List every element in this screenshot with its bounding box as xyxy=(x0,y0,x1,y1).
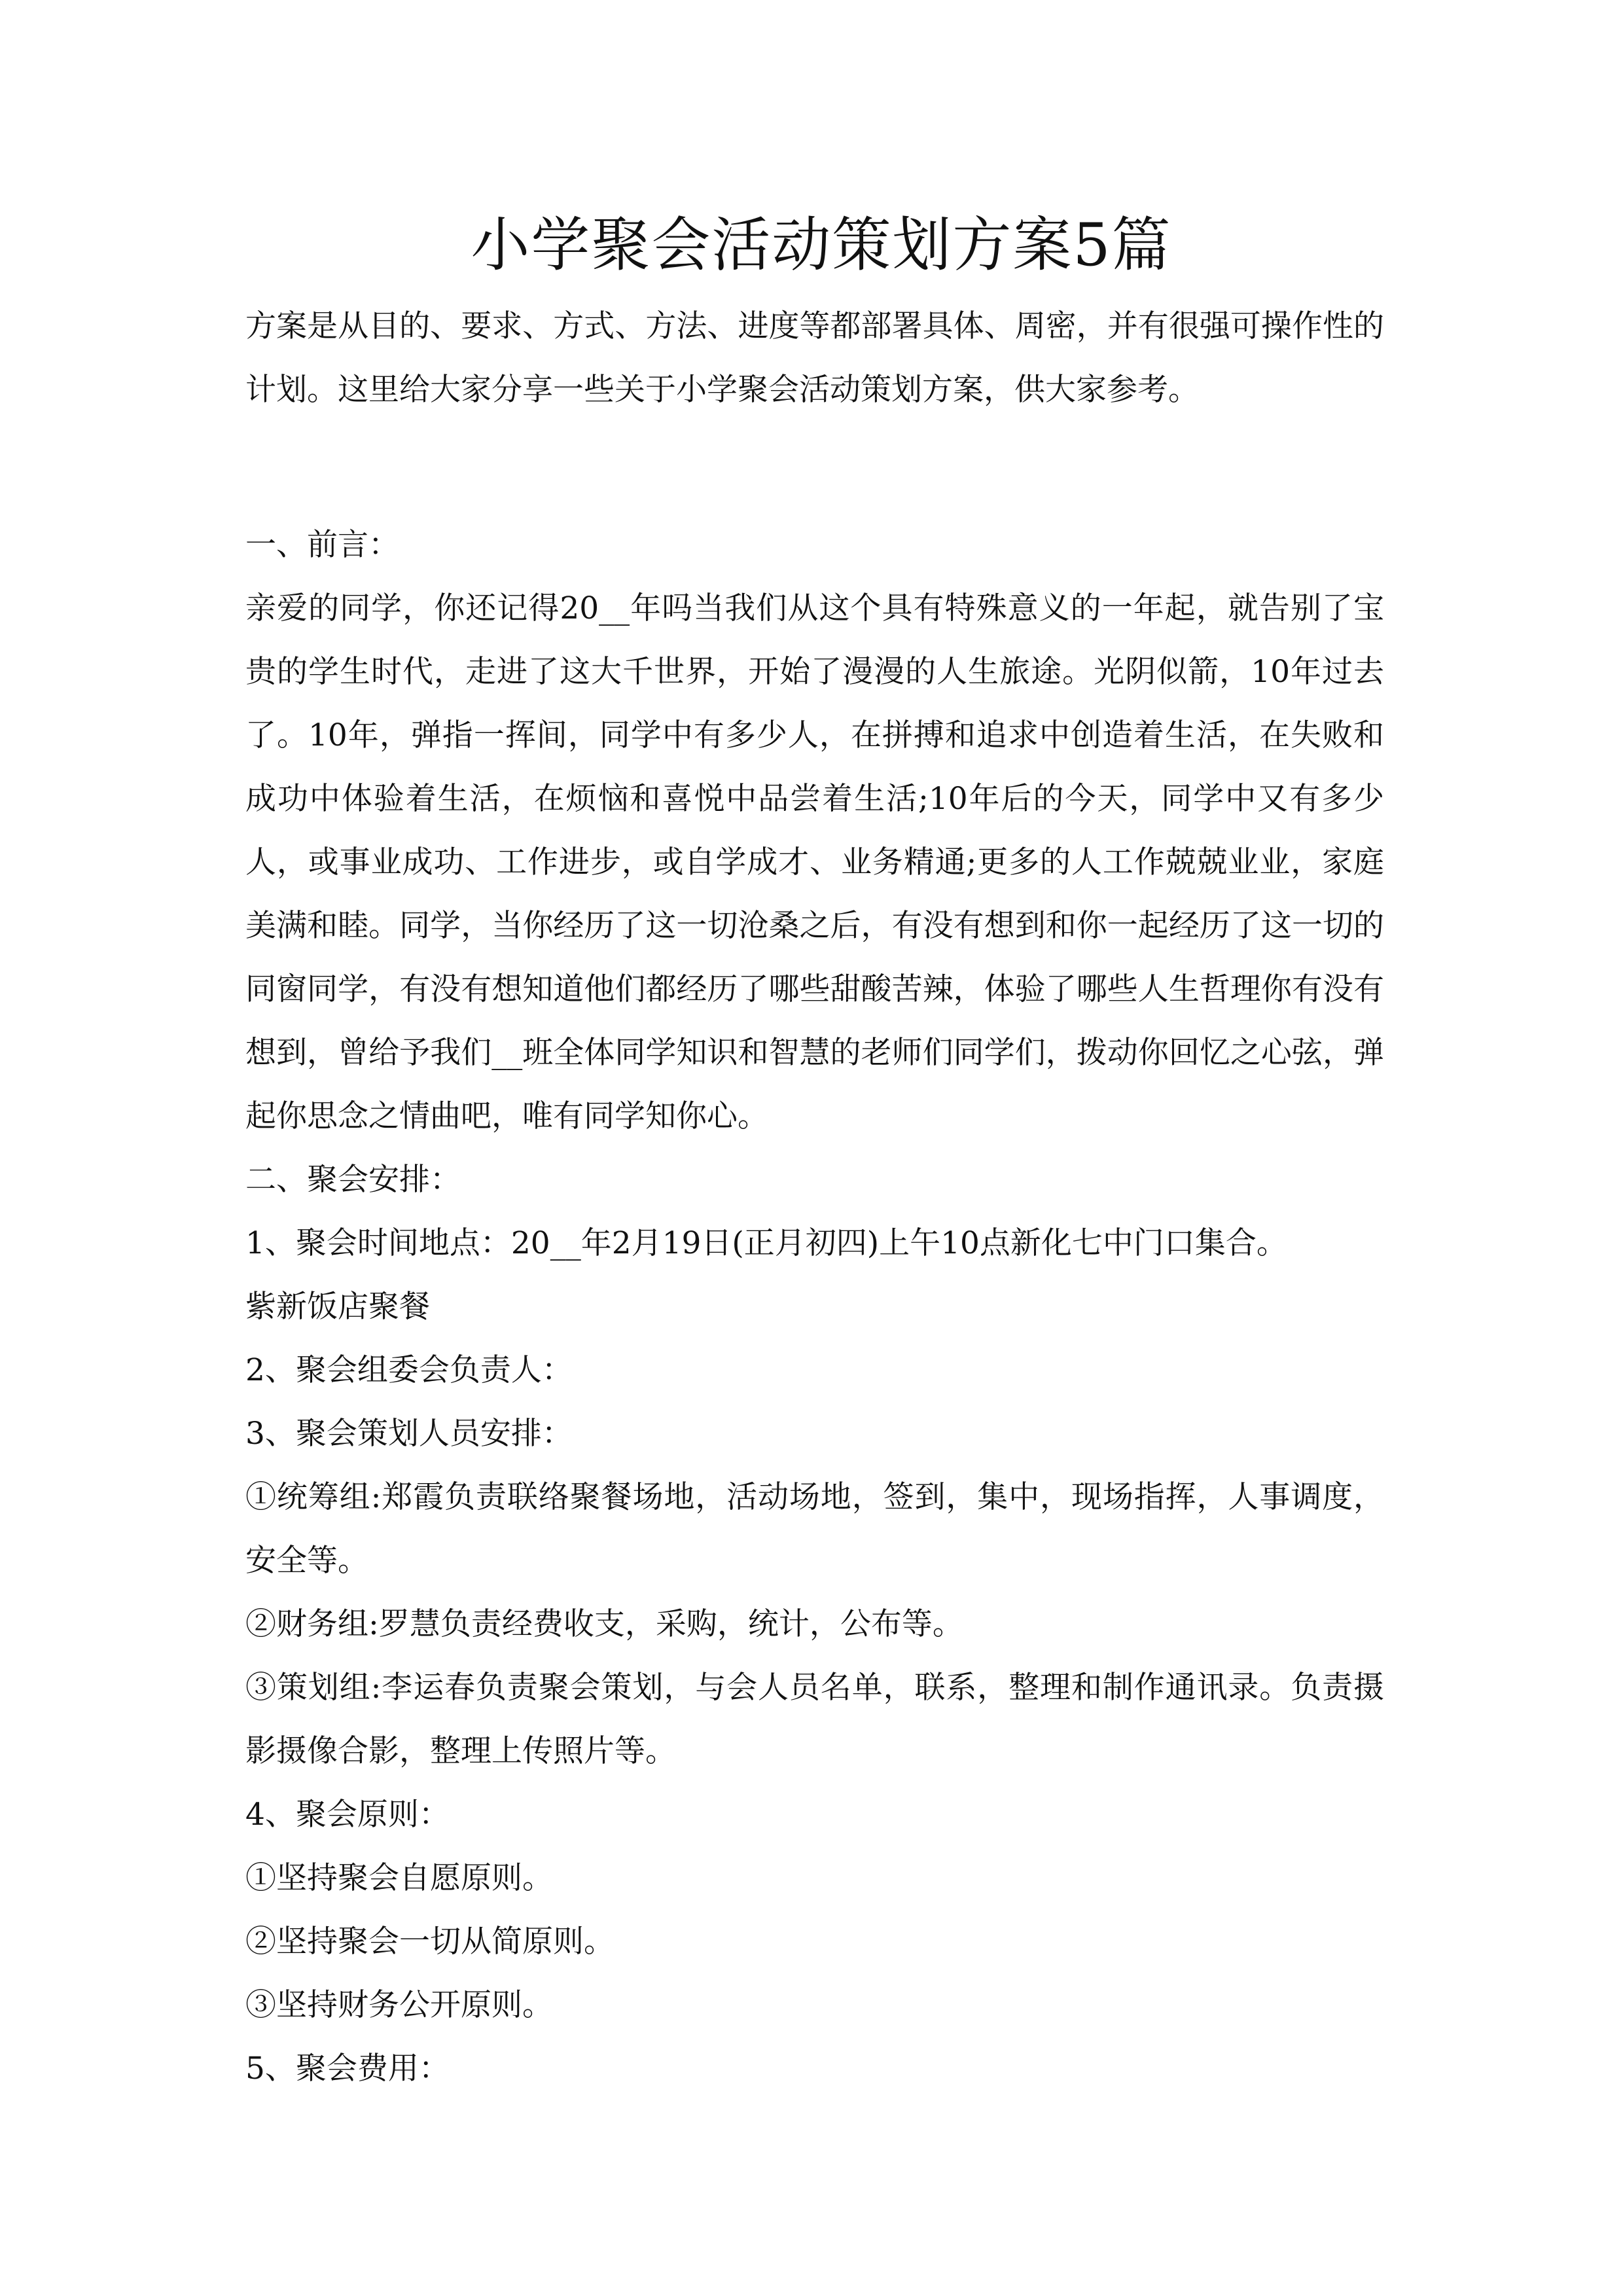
staff-coordination-group: ①统筹组:郑霞负责联络聚餐场地，活动场地，签到，集中，现场指挥，人事调度，安全等。 xyxy=(245,1479,1384,1579)
item-time-place-continued: 紫新饭店聚餐 xyxy=(245,1289,430,1325)
staff-planning-group: ③策划组:李运春负责聚会策划，与会人员名单，联系，整理和制作通讯录。负责摄影摄像合影，整理上传照片等。 xyxy=(245,1670,1384,1769)
document-title: 小学聚会活动策划方案5篇 xyxy=(471,211,1172,279)
preface-paragraph: 亲爱的同学，你还记得20__年吗当我们从这个具有特殊意义的一年起，就告别了宝贵的学生时代，走进了这大千世界，开始了漫漫的人生旅途。光阴似箭，10年过去了。10年，弹指一挥间，同学中有多少人，在拼搏和追求中创造着生活，在失败和成功中体验着生活，在烦恼和喜悦中品尝着生活;10年后的今天，同学中又有多少人，或事业成功、工作进步，或自学成才、业务精通;更多的人工作兢兢业业，家庭美满和睦。同学，当你经历了这一切沧桑之后，有没有想到和你一起经历了这一切的同窗同学，有没有想知道他们都经历了哪些甜酸苦辣，体验了哪些人生哲理你有没有想到，曾给予我们__班全体同学知识和智慧的老师们同学们，拨动你回忆之心弦，弹起你思念之情曲吧，唯有同学知你心。 xyxy=(245,590,1384,1134)
staff-finance-group: ②财务组:罗慧负责经费收支，采购，统计，公布等。 xyxy=(245,1606,963,1642)
principle-open-finance: ③坚持财务公开原则。 xyxy=(245,1987,553,2023)
item-expenses: 5、聚会费用： xyxy=(245,2051,450,2087)
section-heading-preface: 一、前言： xyxy=(245,527,399,563)
intro-paragraph: 方案是从目的、要求、方式、方法、进度等都部署具体、周密，并有很强可操作性的计划。这里给大家分享一些关于小学聚会活动策划方案，供大家参考。 xyxy=(245,308,1384,408)
item-committee: 2、聚会组委会负责人： xyxy=(245,1352,573,1388)
item-principles: 4、聚会原则： xyxy=(245,1797,450,1833)
blank-space xyxy=(245,422,1384,513)
principle-simple: ②坚持聚会一切从简原则。 xyxy=(245,1924,615,1960)
item-staff-arrangement: 3、聚会策划人员安排： xyxy=(245,1416,573,1452)
item-time-place: 1、聚会时间地点：20__年2月19日(正月初四)上午10点新化七中门口集合。 xyxy=(245,1225,1287,1261)
principle-voluntary: ①坚持聚会自愿原则。 xyxy=(245,1860,553,1896)
section-heading-arrangement: 二、聚会安排： xyxy=(245,1162,461,1198)
document-page xyxy=(245,196,1384,2100)
